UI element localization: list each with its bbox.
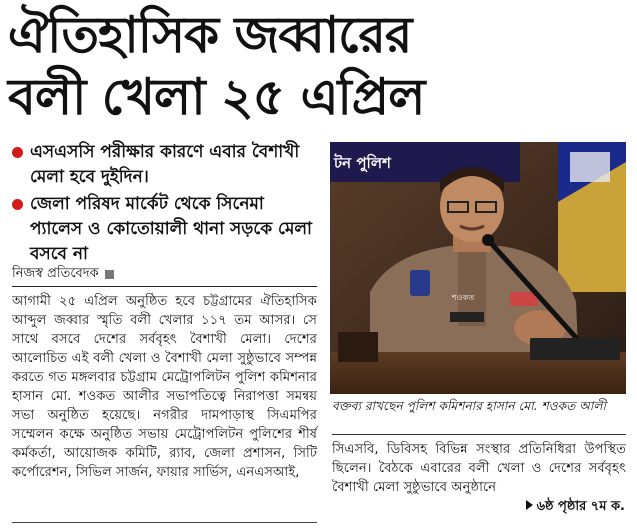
bullet-dot-icon	[12, 147, 23, 158]
byline-text: নিজস্ব প্রতিবেদক	[12, 266, 99, 281]
continued-marker	[526, 497, 625, 518]
bullet-dot-icon	[12, 199, 23, 210]
divider	[12, 286, 317, 287]
byline	[12, 264, 114, 285]
highlight-bullets	[12, 140, 312, 269]
headline-line-1: ঐতিহাসিক জব্বারের	[8, 6, 412, 64]
triangle-icon	[526, 500, 533, 510]
caption-divider	[332, 434, 626, 435]
nameplate-text: শওকত	[452, 293, 475, 302]
article-body-right: সিএসবি, ডিবিসহ বিভিন্ন সংস্থার প্রতিনিধিরা উপস্থিত ছিলেন। বৈঠকে এবারের বলী খেলা ও দেশের সর্ববৃহৎ বৈশাখী মেলা সুষ্ঠুভাবে অনুষ্ঠানে	[332, 442, 626, 495]
news-photo	[330, 142, 626, 394]
continued-text: ৬ষ্ঠ পৃষ্ঠার ৭ম ক.	[536, 499, 625, 514]
headline	[8, 4, 448, 128]
headline-line-2: বলী খেলা ২৫ এপ্রিল	[8, 68, 425, 126]
photo-caption: বক্তব্য রাখছেন পুলিশ কমিশনার হাসান মো. শওকত আলী	[332, 399, 606, 413]
photo-banner-text: টন পুলিশ	[334, 154, 391, 172]
footer-divider	[12, 522, 317, 523]
bullet-item	[12, 192, 312, 267]
photo-illustration	[330, 142, 626, 394]
bullet-text: জেলা পরিষদ মার্কেট থেকে সিনেমা প্যালেস ও কোতোয়ালী থানা সড়কে মেলা বসবে না	[30, 194, 312, 264]
bullet-item	[12, 140, 312, 190]
square-icon	[105, 270, 114, 279]
article-body: আগামী ২৫ এপ্রিল অনুষ্ঠিত হবে চট্টগ্রামের ঐতিহাসিক আব্দুল জব্বার স্মৃতি বলী খেলার ১১৭ তম আসর। সে সাথে বসবে দেশের সর্ববৃহৎ বৈশাখী মেলা। দেশের আলোচিত এই বলী খেলা ও বৈশাখী মেলা সুষ্ঠুভাবে সম্পন্ন করতে গত মঙ্গলবার চট্টগ্রাম মেট্রোপলিটন পুলিশ কমিশনার হাসান মো. শওকত আলীর সভাপতিত্বে নিরাপত্তা সমন্বয় সভা অনুষ্ঠিত হয়েছে। নগরীর দামপাড়াস্থ সিএমপির সম্মেলন কক্ষে অনুষ্ঠিত সভায় মেট্রোপলিটন পুলিশের শীর্ষ কর্মকর্তা, আয়োজক কমিটি, র‌্যাব, জেলা প্রশাসন, সিটি কর্পোরেশন, সিভিল সার্জন, ফায়ার সার্ভিস, এনএসআই,	[12, 294, 317, 480]
bullet-text: এসএসসি পরীক্ষার কারণে এবার বৈশাখী মেলা হবে দুইদিন।	[30, 142, 300, 187]
